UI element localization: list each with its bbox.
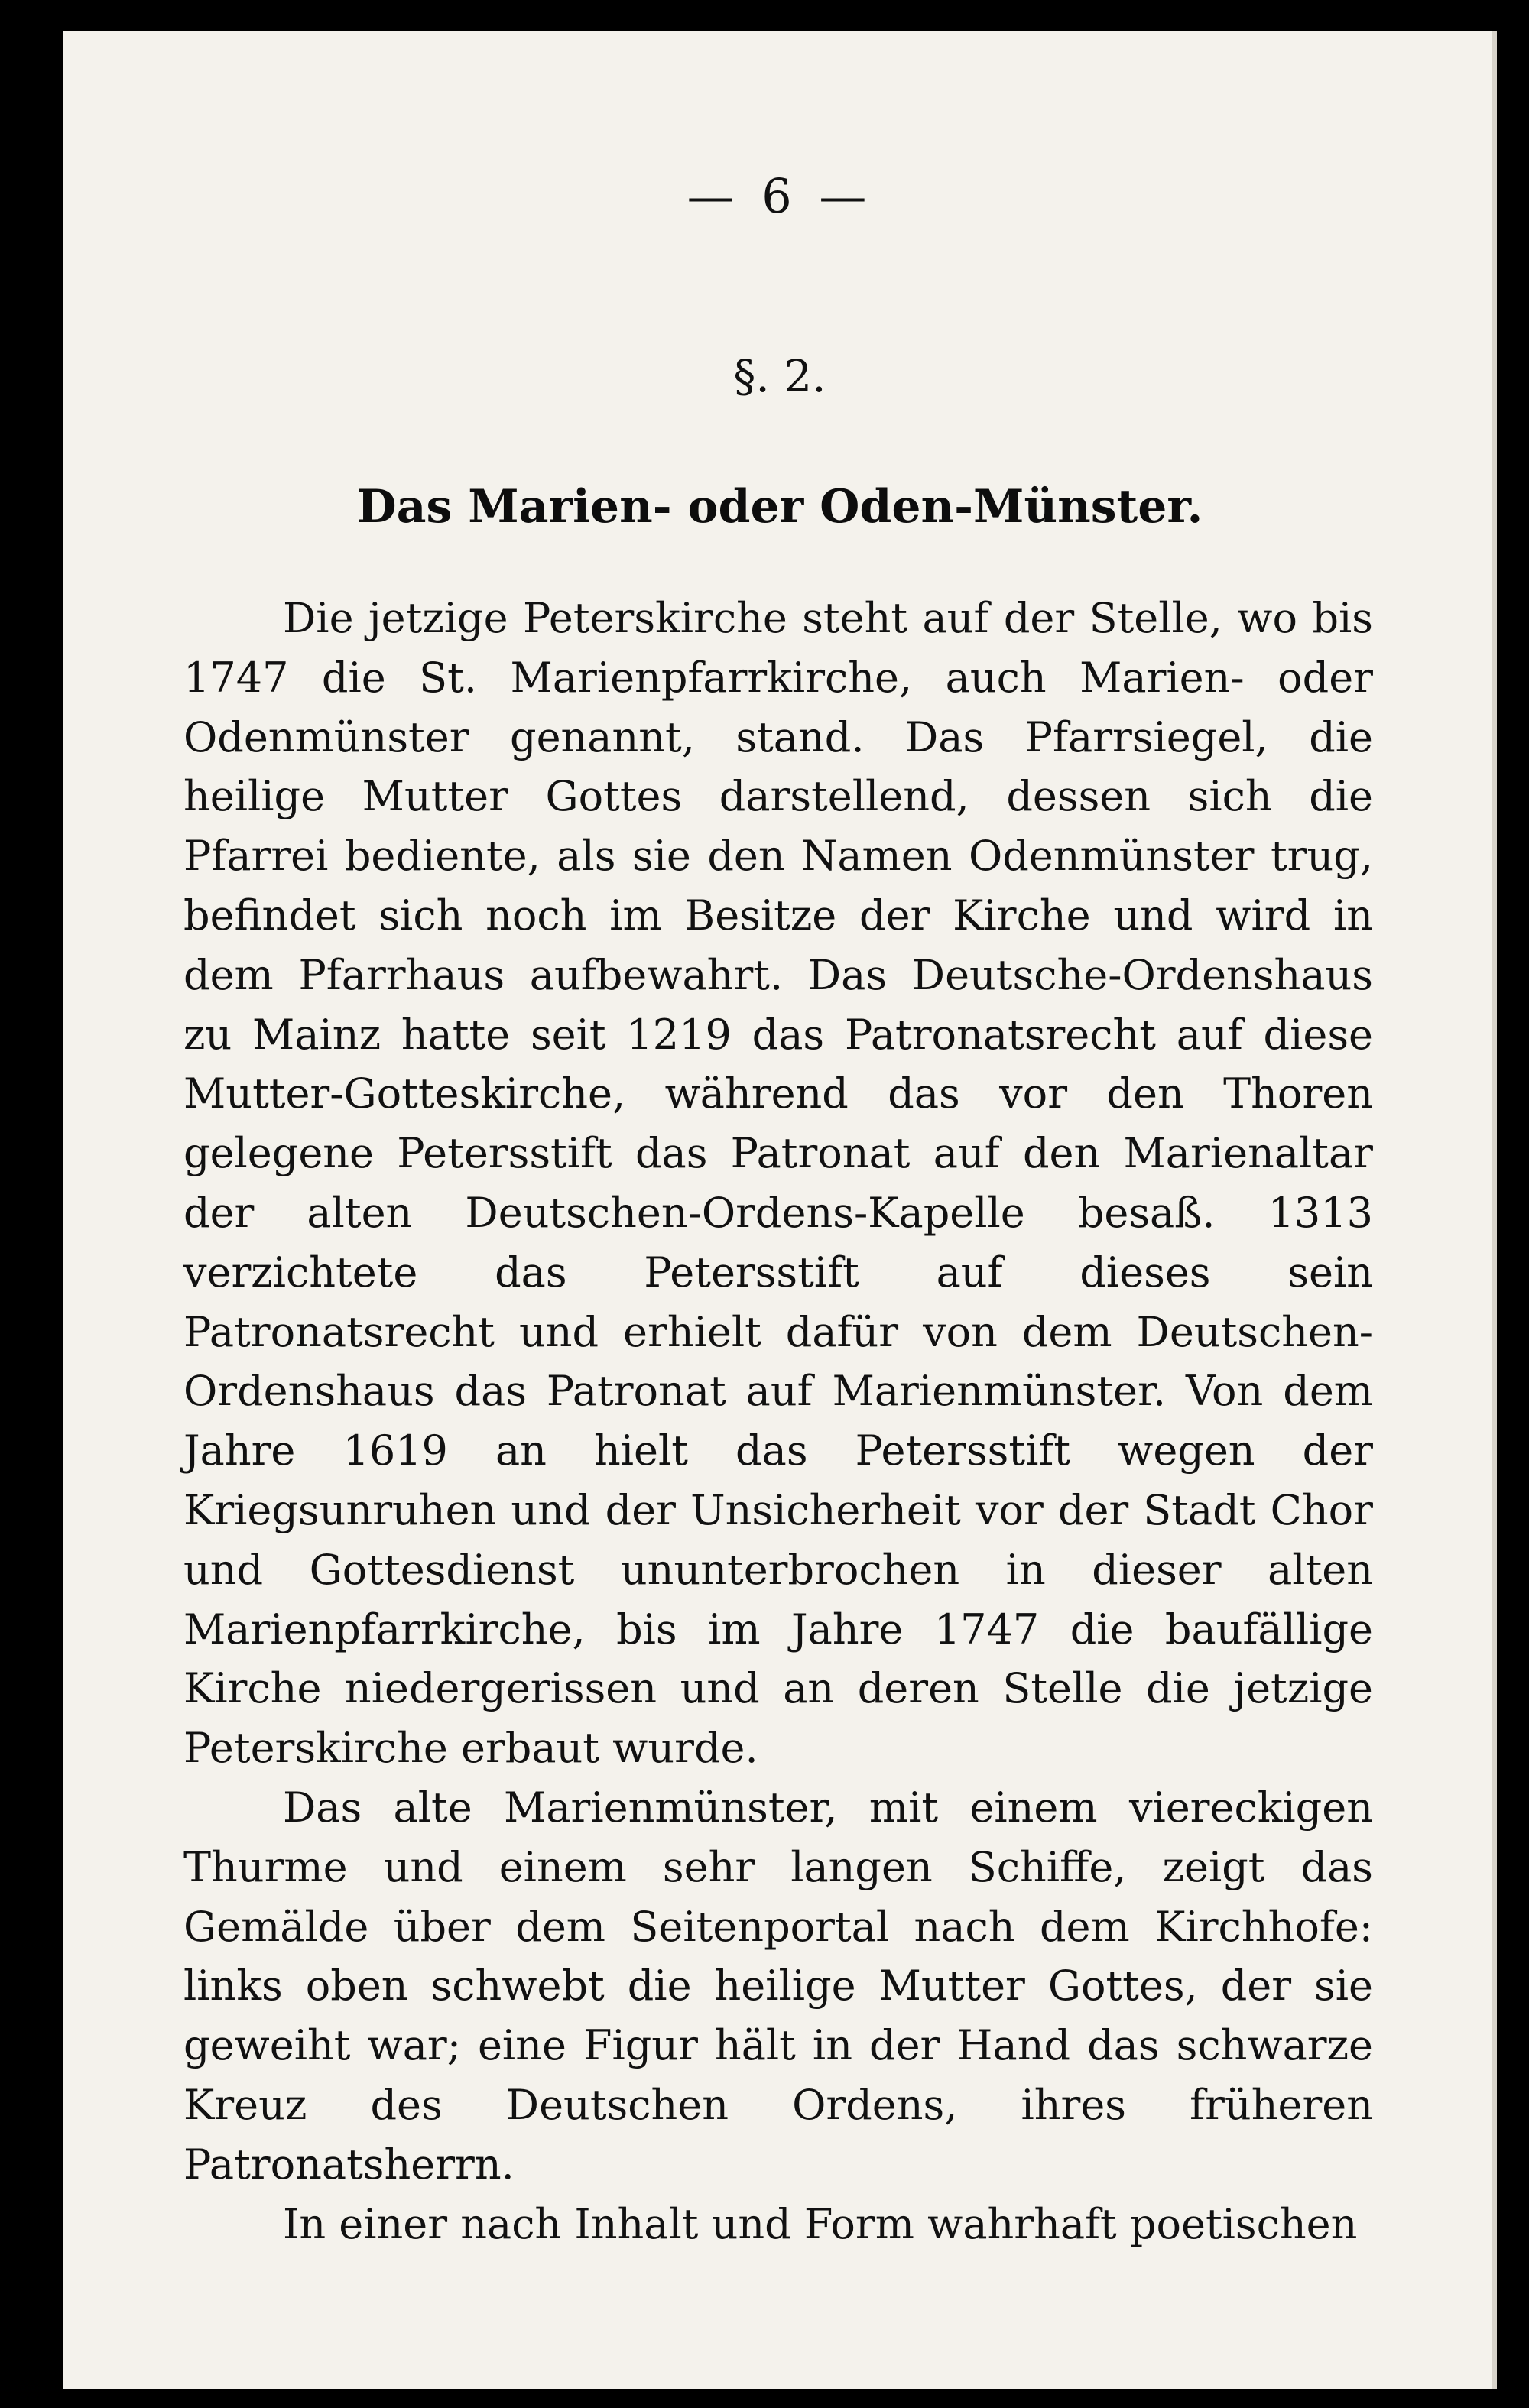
section-number: §. 2. [733,350,826,402]
book-page [63,31,1497,2389]
page-number: — 6 — [687,168,873,224]
page-edge [1492,31,1497,2389]
paragraph: Das alte Marienmünster, mit einem viereckigen Thurme und einem sehr langen Schiffe, zeigt das Gemälde über dem Seitenportal nach dem Kirchhofe: links oben schwebt die heilige Mutter Gottes, der sie geweiht war; eine Figur hält in der Hand das schwarze Kreuz des Deutschen Ordens, ihres früheren Patronatsherrn. [183,1783,1373,2189]
paragraph: In einer nach Inhalt und Form wahrhaft poetischen [283,2199,1358,2248]
body-text [183,589,1373,2254]
paragraph: Die jetzige Peterskirche steht auf der Stelle, wo bis 1747 die St. Marienpfarrkirche, auch Marien- oder Odenmünster genannt, stand. Das Pfarrsiegel, die heilige Mutter Gottes darstellend, dessen sich die Pfarrei bediente, als sie den Namen Odenmünster trug, befindet sich noch im Besitze der Kirche und wird in dem Pfarrhaus aufbewahrt. Das Deutsche-Ordenshaus zu Mainz hatte seit 1219 das Patronatsrecht auf diese Mutter-Gotteskirche, während das vor den Thoren gelegene Petersstift das Patronat auf den Marienaltar der alten Deutschen-Ordens-Kapelle besaß. 1313 verzichtete das Petersstift auf dieses sein Patronatsrecht und erhielt dafür von dem Deutschen-Ordenshaus das Patronat auf Marienmünster. Von dem Jahre 1619 an hielt das Petersstift wegen der Kriegsunruhen und der Unsicherheit vor der Stadt Chor und Gottesdienst ununterbrochen in dieser alten Marienpfarrkirche, bis im Jahre 1747 die baufällige Kirche niedergerissen und an deren Stelle die jetzige Peterskirche erbaut wurde. [183,594,1373,1773]
chapter-title: Das Marien- oder Oden-Münster. [356,480,1203,534]
